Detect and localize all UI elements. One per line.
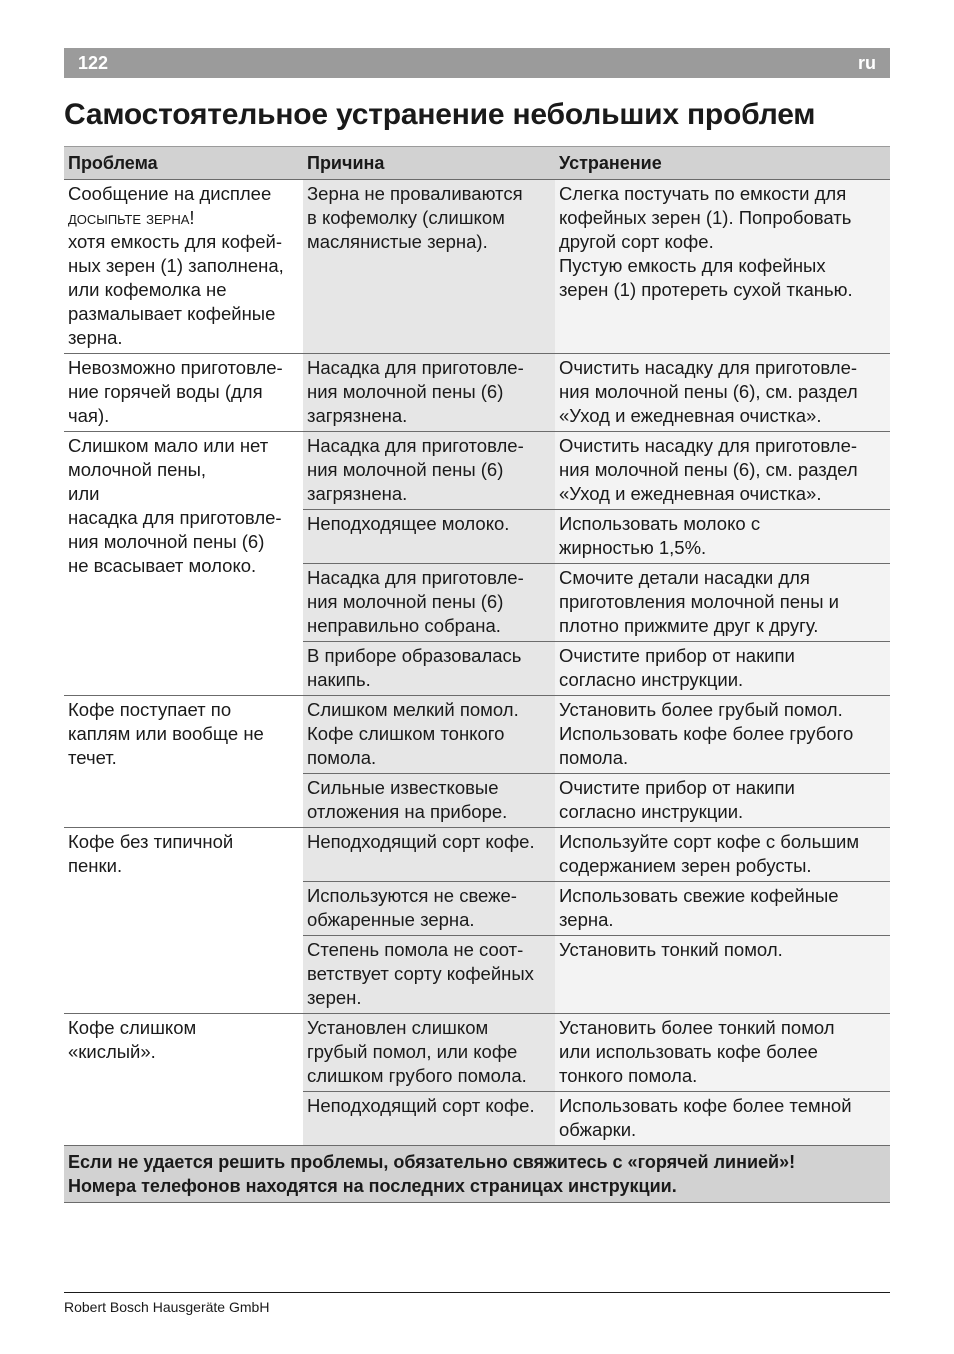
page-header-bar (64, 48, 890, 78)
table-row (64, 828, 890, 882)
problem-cell: Слишком мало или нет молочной пены, или насадка для приготовле- ния молочной пены (6) не всасывает молоко. (64, 432, 303, 696)
solution-cell: Очистите прибор от накипи согласно инструкции. (555, 774, 890, 828)
solution-cell: Слегка постучать по емкости для кофейных зерен (1). Попробовать другой сорт кофе. Пустую емкость для кофейных зерен (1) протереть сухой тканью. (555, 180, 890, 354)
solution-cell: Очистите прибор от накипи согласно инструкции. (555, 642, 890, 696)
cause-cell: В приборе образовалась накипь. (303, 642, 555, 696)
table-row (64, 1014, 890, 1092)
solution-cell: Используйте сорт кофе с большим содержанием зерен робусты. (555, 828, 890, 882)
footer-divider (64, 1292, 890, 1293)
solution-cell: Установить тонкий помол. (555, 936, 890, 1014)
problem-text: хотя емкость для кофей- ных зерен (1) заполнена, или кофемолка не размалывает кофейные зерна. (68, 231, 284, 348)
column-header-cause: Причина (303, 147, 555, 180)
cause-cell: Насадка для приготовле- ния молочной пены (6) неправильно собрана. (303, 564, 555, 642)
problem-text: Сообщение на дисплее (68, 183, 272, 204)
cause-cell: Используются не свеже- обжаренные зерна. (303, 882, 555, 936)
solution-cell: Использовать молоко с жирностью 1,5%. (555, 510, 890, 564)
solution-cell: Очистить насадку для приготовле- ния молочной пены (6), см. раздел «Уход и ежедневная очистка». (555, 354, 890, 432)
column-header-problem: Проблема (64, 147, 303, 180)
cause-cell: Степень помола не соот- ветствует сорту кофейных зерен. (303, 936, 555, 1014)
table-row (64, 696, 890, 774)
language-code: ru (858, 52, 876, 73)
cause-cell: Сильные известковые отложения на приборе. (303, 774, 555, 828)
table-row (64, 432, 890, 510)
cause-cell: Неподходящий сорт кофе. (303, 828, 555, 882)
hotline-note: Если не удается решить проблемы, обязательно свяжитесь с «горячей линией»! Номера телефонов находятся на последних страницах инструкции. (64, 1146, 890, 1203)
cause-cell: Насадка для приготовле- ния молочной пены (6) загрязнена. (303, 354, 555, 432)
page-title: Самостоятельное устранение небольших проблем (64, 98, 816, 131)
cause-cell: Слишком мелкий помол. Кофе слишком тонкого помола. (303, 696, 555, 774)
cause-cell: Установлен слишком грубый помол, или кофе слишком грубого помола. (303, 1014, 555, 1092)
table-note-row (64, 1146, 890, 1203)
display-message: досыпьте зерна! (68, 207, 195, 228)
solution-cell: Смочите детали насадки для приготовления молочной пены и плотно прижмите друг к другу. (555, 564, 890, 642)
solution-cell: Очистить насадку для приготовле- ния молочной пены (6), см. раздел «Уход и ежедневная очистка». (555, 432, 890, 510)
table-row (64, 180, 890, 354)
solution-cell: Использовать свежие кофейные зерна. (555, 882, 890, 936)
problem-cell: Невозможно приготовле- ние горячей воды (для чая). (64, 354, 303, 432)
problem-cell (64, 180, 303, 354)
cause-cell: Неподходящее молоко. (303, 510, 555, 564)
cause-cell: Неподходящий сорт кофе. (303, 1092, 555, 1146)
problem-cell: Кофе без типичной пенки. (64, 828, 303, 1014)
page-number: 122 (78, 52, 109, 73)
troubleshooting-table (64, 146, 890, 1203)
cause-cell: Насадка для приготовле- ния молочной пены (6) загрязнена. (303, 432, 555, 510)
table-row (64, 354, 890, 432)
cause-cell: Зерна не проваливаются в кофемолку (слишком маслянистые зерна). (303, 180, 555, 354)
problem-cell: Кофе поступает по каплям или вообще не течет. (64, 696, 303, 828)
solution-cell: Установить более грубый помол. Использовать кофе более грубого помола. (555, 696, 890, 774)
footer-company: Robert Bosch Hausgeräte GmbH (64, 1299, 270, 1315)
column-header-solution: Устранение (555, 147, 890, 180)
problem-cell: Кофе слишком «кислый». (64, 1014, 303, 1146)
table-header-row (64, 147, 890, 180)
solution-cell: Установить более тонкий помол или использовать кофе более тонкого помола. (555, 1014, 890, 1092)
solution-cell: Использовать кофе более темной обжарки. (555, 1092, 890, 1146)
